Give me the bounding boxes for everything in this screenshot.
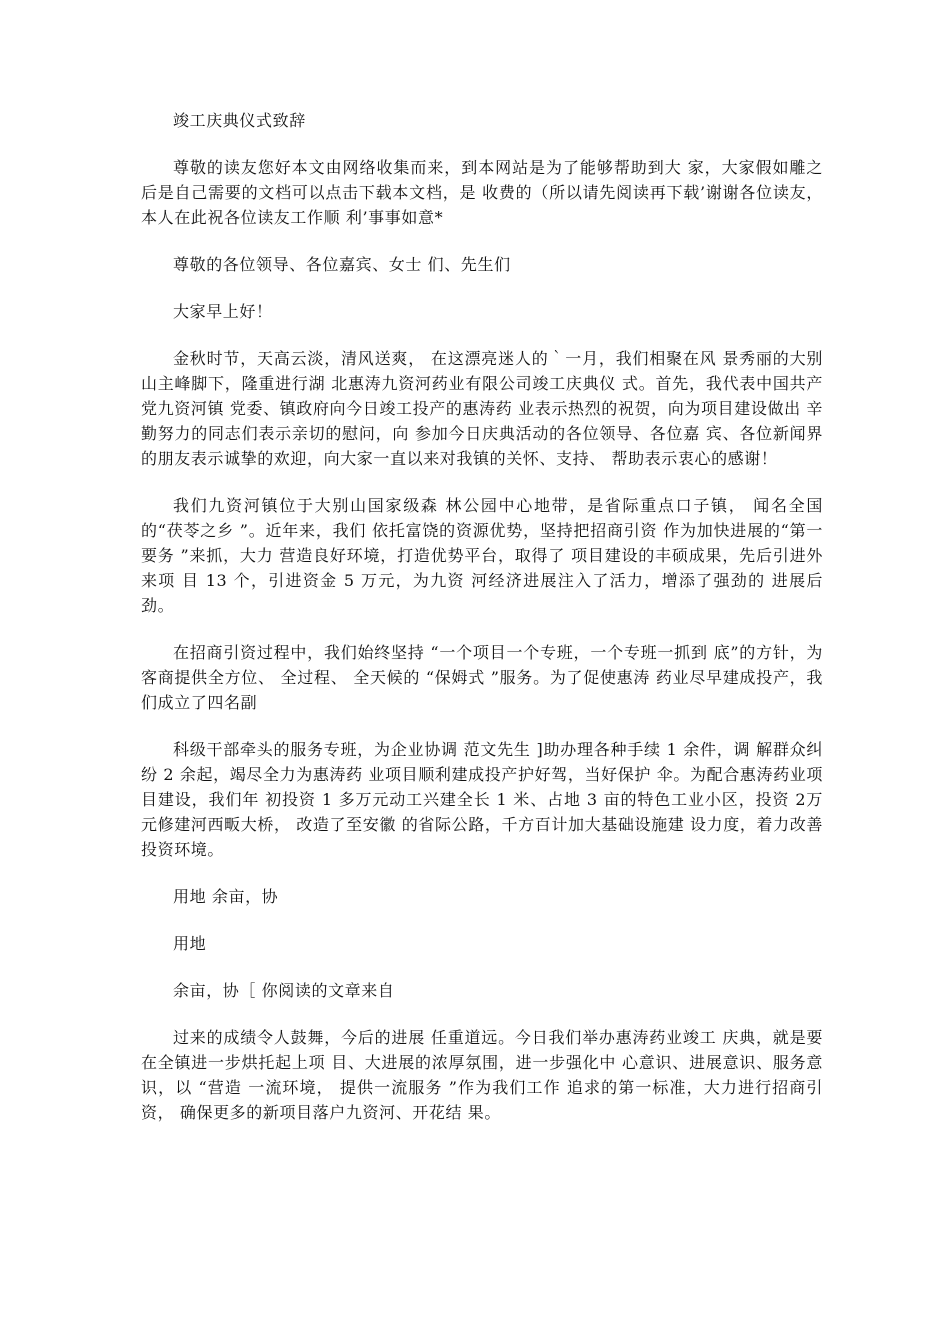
paragraph-closing: 过来的成绩令人鼓舞，今后的进展 任重道远。今日我们举办惠涛药业竣工 庆典，就是要在全镇进一步烘托起上项 目、大进展的浓厚氛围，进一步强化中 心意识、进展意识、服务意识，以 “营造 一流环境， 提供一流服务 ”作为我们工作 追求的第一标准，大力进行招商引资， 确保更多的新项目落户九资河、开花结 果。	[141, 1028, 823, 1122]
paragraph-fragment-1: 用地 余亩，协	[173, 887, 279, 906]
paragraph-opening: 金秋时节，天高云淡，清风送爽， 在这漂亮迷人的｀一月，我们相聚在风 景秀丽的大别山主峰脚下，隆重进行湖 北惠涛九资河药业有限公司竣工庆典仪 式。首先，我代表中国共产党九资河镇 党委、镇政府向今日竣工投产的惠涛药 业表示热烈的祝贺，向为项目建设做出 辛勤努力的同志们表示亲切的慰问，向 参加今日庆典活动的各位领导、各位嘉 宾、各位新闻界的朋友表示诚挚的欢迎，向大家一直以来对我镇的关怀、支持、 帮助表示衷心的感谢！	[141, 349, 823, 468]
paragraph-fragment-2: 用地	[173, 934, 207, 953]
paragraph-disclaimer: 尊敬的读友您好本文由网络收集而来，到本网站是为了能够帮助到大 家，大家假如雕之后是自己需要的文档可以点击下载本文档，是 收费的（所以请先阅读再下载’谢谢各位读友，本人在此祝各位读友工作顺 利’事事如意*	[141, 158, 823, 227]
paragraph-greeting: 大家早上好！	[173, 302, 273, 321]
paragraph-fragment-3: 余亩，协［ 你阅读的文章来自	[173, 981, 395, 1000]
document-title: 竣工庆典仪式致辞	[173, 111, 306, 130]
document-body	[141, 108, 823, 1147]
paragraph-service-team: 科级干部牵头的服务专班，为企业协调 范文先生 ]助办理各种手续 1 余件，调 解群众纠纷 2 余起，竭尽全力为惠涛药 业项目顺利建成投产护好驾，当好保护 伞。为配合惠涛药业项目建设，我们年 初投资 1 多万元动工兴建全长 1 米、占地 3 亩的特色工业小区，投资 2万元修建河西畈大桥， 改造了至安徽 的省际公路，千方百计加大基础设施建 设力度，着力改善投资环境。	[141, 740, 823, 859]
paragraph-salutation: 尊敬的各位领导、各位嘉宾、女士 们、先生们	[173, 255, 511, 274]
paragraph-town-intro: 我们九资河镇位于大别山国家级森 林公园中心地带，是省际重点口子镇， 闻名全国的“茯苓之乡 ”。近年来，我们 依托富饶的资源优势，坚持把招商引资 作为加快进展的“第一要务 ”来抓，大力 营造良好环境，打造优势平台，取得了 项目建设的丰硕成果，先后引进外来项 目 13 个，引进资金 5 万元，为九资 河经济进展注入了活力，增添了强劲的 进展后劲。	[141, 496, 823, 615]
paragraph-investment-process: 在招商引资过程中，我们始终坚持 “一个项目一个专班，一个专班一抓到 底”的方针，为客商提供全方位、 全过程、 全天候的 “保姆式 ”服务。为了促使惠涛 药业尽早建成投产，我们成立了四名副	[141, 643, 823, 712]
